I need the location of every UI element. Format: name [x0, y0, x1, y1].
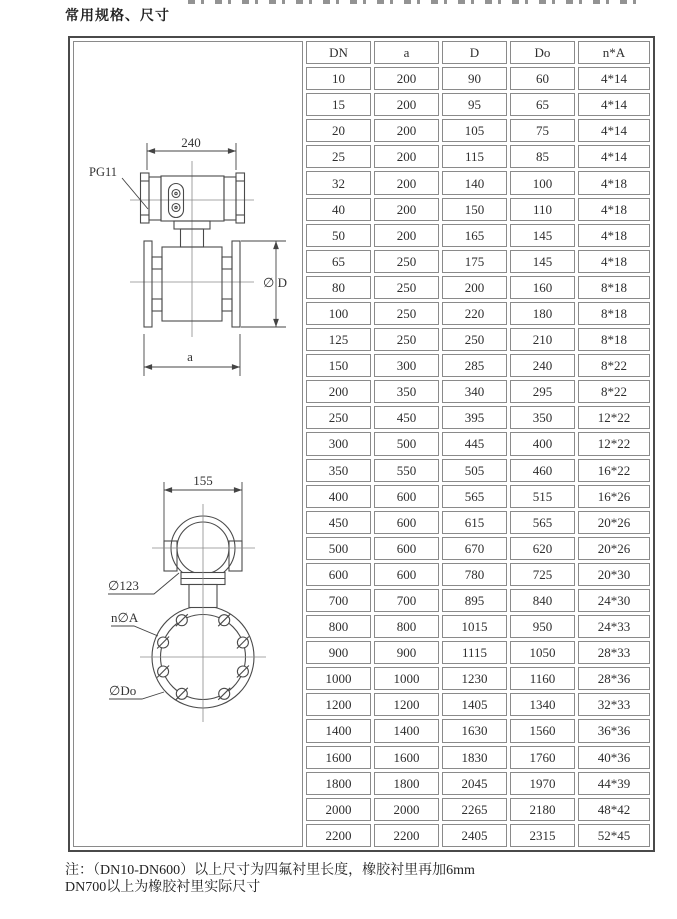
table-cell: 950 — [510, 615, 575, 638]
table-cell: 115 — [442, 145, 507, 168]
table-cell: 12*22 — [578, 406, 650, 429]
table-cell: 40 — [306, 198, 371, 221]
table-cell: 4*18 — [578, 224, 650, 247]
table-cell: 105 — [442, 119, 507, 142]
table-cell: 4*18 — [578, 250, 650, 273]
table-cell: 4*14 — [578, 145, 650, 168]
table-cell: 8*18 — [578, 302, 650, 325]
table-cell: 24*33 — [578, 615, 650, 638]
table-cell: 200 — [442, 276, 507, 299]
table-cell: 250 — [374, 328, 439, 351]
left-flange — [144, 241, 152, 327]
table-cell: 25 — [306, 145, 371, 168]
dim-nA-label: n∅A — [111, 610, 139, 625]
table-cell: 8*22 — [578, 380, 650, 403]
table-cell: 500 — [306, 537, 371, 560]
table-cell: 340 — [442, 380, 507, 403]
converter-housing — [141, 173, 245, 223]
table-cell: 350 — [510, 406, 575, 429]
table-cell: 250 — [442, 328, 507, 351]
table-cell: 2200 — [306, 824, 371, 847]
cropped-heading-fragment — [188, 0, 636, 4]
section-title: 常用规格、尺寸 — [65, 9, 170, 24]
table-cell: 670 — [442, 537, 507, 560]
table-cell: 200 — [374, 224, 439, 247]
table-cell: 505 — [442, 459, 507, 482]
table-cell: 1050 — [510, 641, 575, 664]
table-cell: 450 — [306, 511, 371, 534]
terminal-slot — [169, 184, 184, 218]
table-cell: 4*14 — [578, 119, 650, 142]
table-cell: 1000 — [374, 667, 439, 690]
table-cell: 350 — [374, 380, 439, 403]
table-cell: 60 — [510, 67, 575, 90]
table-cell: 445 — [442, 432, 507, 455]
table-cell: 565 — [510, 511, 575, 534]
table-cell: 1800 — [306, 772, 371, 795]
table-cell: 4*14 — [578, 67, 650, 90]
table-cell: 900 — [374, 641, 439, 664]
table-cell: 600 — [374, 511, 439, 534]
column-header-a: a — [374, 41, 439, 64]
table-cell: 90 — [442, 67, 507, 90]
table-cell: 400 — [510, 432, 575, 455]
table-cell: 32 — [306, 171, 371, 194]
table-cell: 780 — [442, 563, 507, 586]
table-cell: 28*36 — [578, 667, 650, 690]
table-cell: 240 — [510, 354, 575, 377]
table-cell: 48*42 — [578, 798, 650, 821]
table-cell: 1230 — [442, 667, 507, 690]
table-cell: 1405 — [442, 693, 507, 716]
table-cell: 10 — [306, 67, 371, 90]
table-cell: 840 — [510, 589, 575, 612]
column-header-Do: Do — [510, 41, 575, 64]
table-cell: 80 — [306, 276, 371, 299]
table-cell: 36*36 — [578, 719, 650, 742]
table-cell: 200 — [374, 67, 439, 90]
table-cell: 1560 — [510, 719, 575, 742]
callout-d123 — [108, 573, 179, 594]
table-cell: 40*36 — [578, 746, 650, 769]
table-cell: 295 — [510, 380, 575, 403]
table-cell: 600 — [374, 485, 439, 508]
table-cell: 800 — [306, 615, 371, 638]
table-cell: 250 — [374, 302, 439, 325]
diagram-cell — [73, 41, 303, 847]
table-cell: 1340 — [510, 693, 575, 716]
column-header-nA: n*A — [578, 41, 650, 64]
table-cell: 400 — [306, 485, 371, 508]
table-cell: 700 — [374, 589, 439, 612]
table-cell: 100 — [306, 302, 371, 325]
table-cell: 1400 — [374, 719, 439, 742]
pg11-callout — [89, 165, 148, 209]
table-cell: 16*26 — [578, 485, 650, 508]
right-lug — [229, 541, 242, 571]
table-cell: 450 — [374, 406, 439, 429]
callout-Do — [109, 683, 164, 699]
table-cell: 52*45 — [578, 824, 650, 847]
table-cell: 395 — [442, 406, 507, 429]
table-cell: 4*18 — [578, 198, 650, 221]
table-cell: 8*18 — [578, 328, 650, 351]
table-cell: 20*30 — [578, 563, 650, 586]
table-cell: 1600 — [306, 746, 371, 769]
table-cell: 250 — [374, 276, 439, 299]
table-cell: 4*18 — [578, 171, 650, 194]
table-cell: 1200 — [306, 693, 371, 716]
table-cell: 20*26 — [578, 537, 650, 560]
table-cell: 44*39 — [578, 772, 650, 795]
footnote-line-2: DN700以上为橡胶衬里实际尺寸 — [65, 880, 261, 895]
table-cell: 250 — [374, 250, 439, 273]
table-cell: 1015 — [442, 615, 507, 638]
table-cell: 1200 — [374, 693, 439, 716]
table-cell: 300 — [306, 432, 371, 455]
table-cell: 50 — [306, 224, 371, 247]
dim-a-label: a — [187, 349, 193, 364]
table-cell: 15 — [306, 93, 371, 116]
table-cell: 28*33 — [578, 641, 650, 664]
table-cell: 2180 — [510, 798, 575, 821]
terminal-screw — [172, 204, 180, 212]
table-cell: 600 — [374, 537, 439, 560]
side-view-drawing — [89, 135, 287, 376]
table-cell: 200 — [374, 119, 439, 142]
column-header-DN: DN — [306, 41, 371, 64]
table-cell: 1800 — [374, 772, 439, 795]
table-cell: 16*22 — [578, 459, 650, 482]
table-cell: 160 — [510, 276, 575, 299]
table-cell: 1400 — [306, 719, 371, 742]
table-cell: 165 — [442, 224, 507, 247]
table-cell: 145 — [510, 250, 575, 273]
right-flange — [232, 241, 240, 327]
table-cell: 85 — [510, 145, 575, 168]
table-cell: 200 — [374, 145, 439, 168]
table-cell: 1600 — [374, 746, 439, 769]
table-cell: 250 — [306, 406, 371, 429]
table-cell: 20*26 — [578, 511, 650, 534]
table-cell: 32*33 — [578, 693, 650, 716]
table-cell: 100 — [510, 171, 575, 194]
table-cell: 2200 — [374, 824, 439, 847]
table-cell: 65 — [510, 93, 575, 116]
table-cell: 4*14 — [578, 93, 650, 116]
table-header-row — [73, 41, 650, 64]
dim-length-a — [144, 334, 240, 376]
table-cell: 150 — [306, 354, 371, 377]
table-cell: 2045 — [442, 772, 507, 795]
table-cell: 95 — [442, 93, 507, 116]
table-cell: 565 — [442, 485, 507, 508]
dim-155-label: 155 — [193, 473, 213, 488]
table-cell: 20 — [306, 119, 371, 142]
table-cell: 175 — [442, 250, 507, 273]
footnote-line-1: 注：（DN10-DN600）以上尺寸为四氟衬里长度，橡胶衬里再加6mm — [65, 863, 475, 878]
table-cell: 12*22 — [578, 432, 650, 455]
table-cell: 2000 — [374, 798, 439, 821]
table-cell: 110 — [510, 198, 575, 221]
table-cell: 75 — [510, 119, 575, 142]
dim-240 — [147, 135, 236, 170]
table-cell: 145 — [510, 224, 575, 247]
dim-240-label: 240 — [181, 135, 201, 150]
table-cell: 800 — [374, 615, 439, 638]
table-cell: 2315 — [510, 824, 575, 847]
table-cell: 300 — [374, 354, 439, 377]
table-cell: 2000 — [306, 798, 371, 821]
table-cell: 1830 — [442, 746, 507, 769]
table-cell: 1115 — [442, 641, 507, 664]
table-cell: 125 — [306, 328, 371, 351]
table-cell: 500 — [374, 432, 439, 455]
table-cell: 615 — [442, 511, 507, 534]
terminal-screw — [172, 190, 180, 198]
table-cell: 140 — [442, 171, 507, 194]
table-cell: 895 — [442, 589, 507, 612]
table-cell: 200 — [374, 198, 439, 221]
table-cell: 700 — [306, 589, 371, 612]
front-view-drawing — [108, 473, 266, 722]
flowmeter-drawings — [74, 44, 302, 844]
table-cell: 200 — [374, 171, 439, 194]
table-cell: 1760 — [510, 746, 575, 769]
table-cell: 900 — [306, 641, 371, 664]
footnote — [65, 862, 625, 896]
dim-Do-label: ∅Do — [109, 683, 137, 698]
table-cell: 285 — [442, 354, 507, 377]
dim-D-label: ∅ D — [263, 275, 287, 290]
table-cell: 600 — [374, 563, 439, 586]
table-cell: 350 — [306, 459, 371, 482]
table-cell: 2405 — [442, 824, 507, 847]
table-cell: 620 — [510, 537, 575, 560]
dim-123-label: ∅123 — [108, 578, 139, 593]
pg11-label: PG11 — [89, 165, 118, 179]
table-cell: 2265 — [442, 798, 507, 821]
table-cell: 600 — [306, 563, 371, 586]
table-cell: 1160 — [510, 667, 575, 690]
table-cell: 1970 — [510, 772, 575, 795]
dimension-table — [68, 36, 655, 852]
table-cell: 515 — [510, 485, 575, 508]
table-cell: 725 — [510, 563, 575, 586]
table-cell: 210 — [510, 328, 575, 351]
table-cell: 200 — [374, 93, 439, 116]
table-cell: 150 — [442, 198, 507, 221]
column-header-D: D — [442, 41, 507, 64]
table-cell: 8*22 — [578, 354, 650, 377]
table-cell: 1630 — [442, 719, 507, 742]
callout-nA — [111, 610, 158, 636]
table-cell: 8*18 — [578, 276, 650, 299]
table-cell: 460 — [510, 459, 575, 482]
table-cell: 550 — [374, 459, 439, 482]
table-cell: 1000 — [306, 667, 371, 690]
dim-diameter-D — [241, 241, 287, 327]
table-cell: 24*30 — [578, 589, 650, 612]
table-cell: 220 — [442, 302, 507, 325]
table-cell: 180 — [510, 302, 575, 325]
table-cell: 65 — [306, 250, 371, 273]
table-cell: 200 — [306, 380, 371, 403]
left-lug — [164, 541, 177, 571]
